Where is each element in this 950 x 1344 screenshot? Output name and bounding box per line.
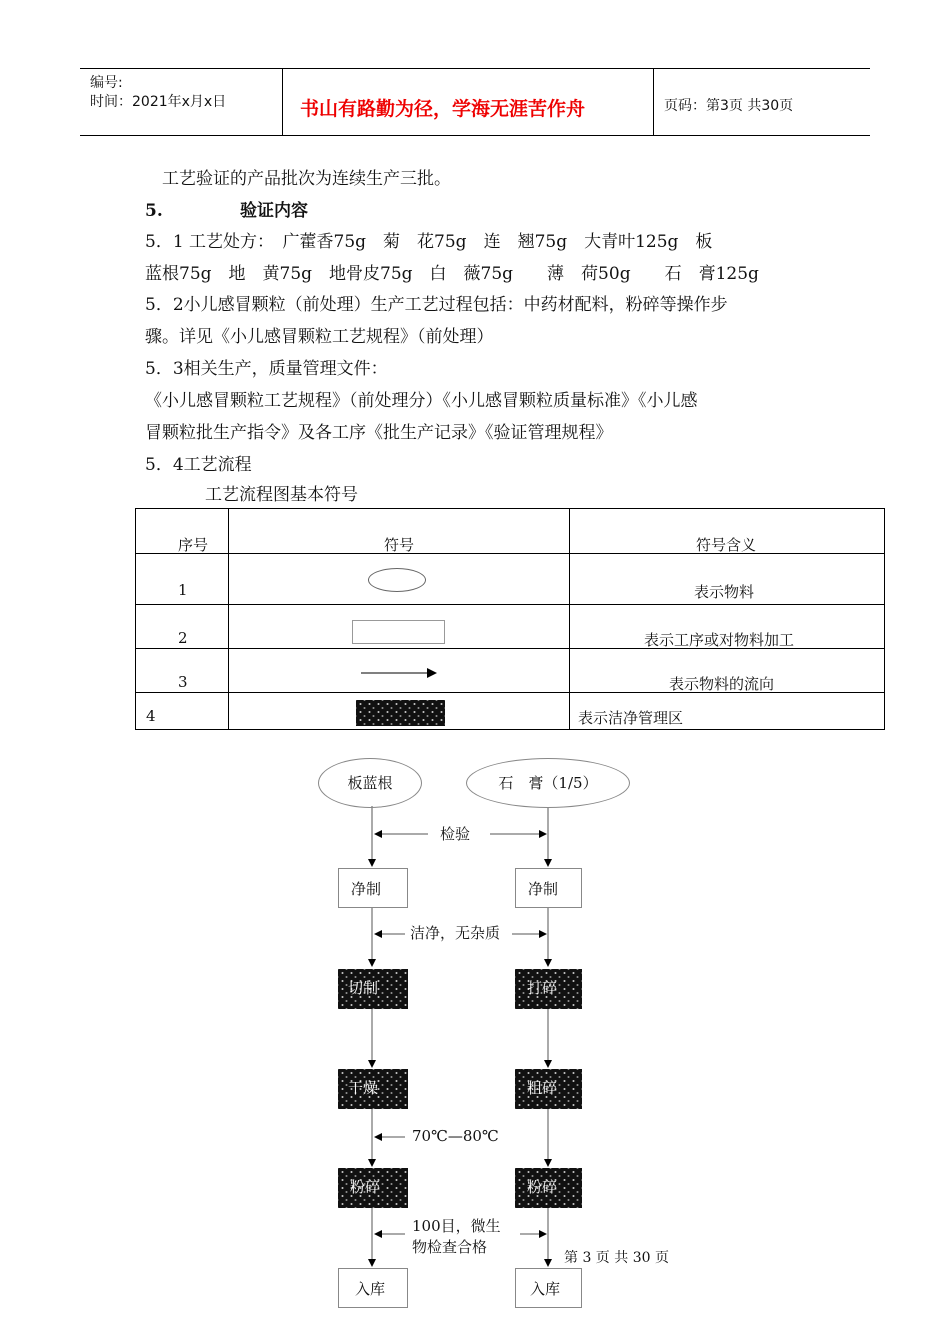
row-no: 1 (178, 581, 188, 599)
material-left: 板蓝根 (318, 758, 422, 808)
recipe-line-2: 蓝根75g 地 黄75g 地骨皮75g 白 薇75g 薄 荷50g 石 膏125g (145, 264, 759, 284)
flow-heading: 5．4工艺流程 (145, 455, 252, 475)
step-purify-right: 净制 (515, 868, 582, 908)
document-time-label: 时间：2021年x月x日 (90, 94, 227, 110)
row-meaning: 表示物料的流向 (669, 675, 775, 693)
step-purify-left: 净制 (338, 868, 408, 908)
step-cut: 切制 (338, 969, 408, 1009)
row-meaning: 表示洁净管理区 (578, 709, 684, 727)
intro-paragraph: 工艺验证的产品批次为连续生产三批。 (162, 169, 451, 189)
step-store-right: 入库 (515, 1268, 582, 1308)
footer-page-number: 第 3 页 共 30 页 (564, 1250, 669, 1266)
process-line-2: 骤。详见《小儿感冒颗粒工艺规程》（前处理） (145, 327, 494, 347)
section-number: 5. (145, 201, 163, 221)
process-line-1: 5．2小儿感冒颗粒（前处理）生产工艺过程包括：中药材配料，粉碎等操作步 (145, 295, 728, 315)
header-no: 序号 (178, 536, 209, 554)
table-caption: 工艺流程图基本符号 (205, 485, 358, 505)
row-no: 4 (146, 707, 156, 725)
note-temperature: 70℃—80℃ (412, 1127, 499, 1145)
page-indicator: 页码：第3页 共30页 (664, 98, 794, 114)
note-mesh-2: 物检查合格 (412, 1238, 488, 1256)
row-meaning: 表示工序或对物料加工 (644, 631, 795, 649)
docs-line-2: 《小儿感冒颗粒工艺规程》（前处理分）《小儿感冒颗粒质量标准》《小儿感 (145, 391, 698, 411)
note-mesh-1: 100目，微生 (412, 1217, 501, 1235)
header-motto: 书山有路勤为径，学海无涯苦作舟 (300, 98, 586, 120)
step-coarse-crush: 粗碎 (515, 1069, 582, 1109)
recipe-line-1: 5．1 工艺处方： 广藿香75g 菊 花75g 连 翘75g 大青叶125g 板 (145, 232, 713, 252)
note-clean: 洁净，无杂质 (410, 924, 501, 942)
note-inspect: 检验 (440, 825, 471, 843)
step-store-left: 入库 (338, 1268, 408, 1308)
row-no: 2 (178, 629, 188, 647)
header-symbol: 符号 (384, 536, 415, 554)
step-grind-left: 粉碎 (338, 1168, 408, 1208)
material-right: 石 膏（1/5） (466, 758, 630, 808)
document-number-label: 编号: (90, 75, 123, 91)
row-meaning: 表示物料 (694, 583, 755, 601)
docs-line-1: 5．3相关生产，质量管理文件： (145, 359, 388, 379)
step-crush: 打碎 (515, 969, 582, 1009)
step-grind-right: 粉碎 (515, 1168, 582, 1208)
section-title: 验证内容 (240, 201, 308, 221)
docs-line-3: 冒颗粒批生产指令》及各工序《批生产记录》《验证管理规程》 (145, 423, 613, 443)
step-dry: 干燥 (338, 1069, 408, 1109)
row-no: 3 (178, 673, 188, 691)
header-meaning: 符号含义 (696, 536, 757, 554)
